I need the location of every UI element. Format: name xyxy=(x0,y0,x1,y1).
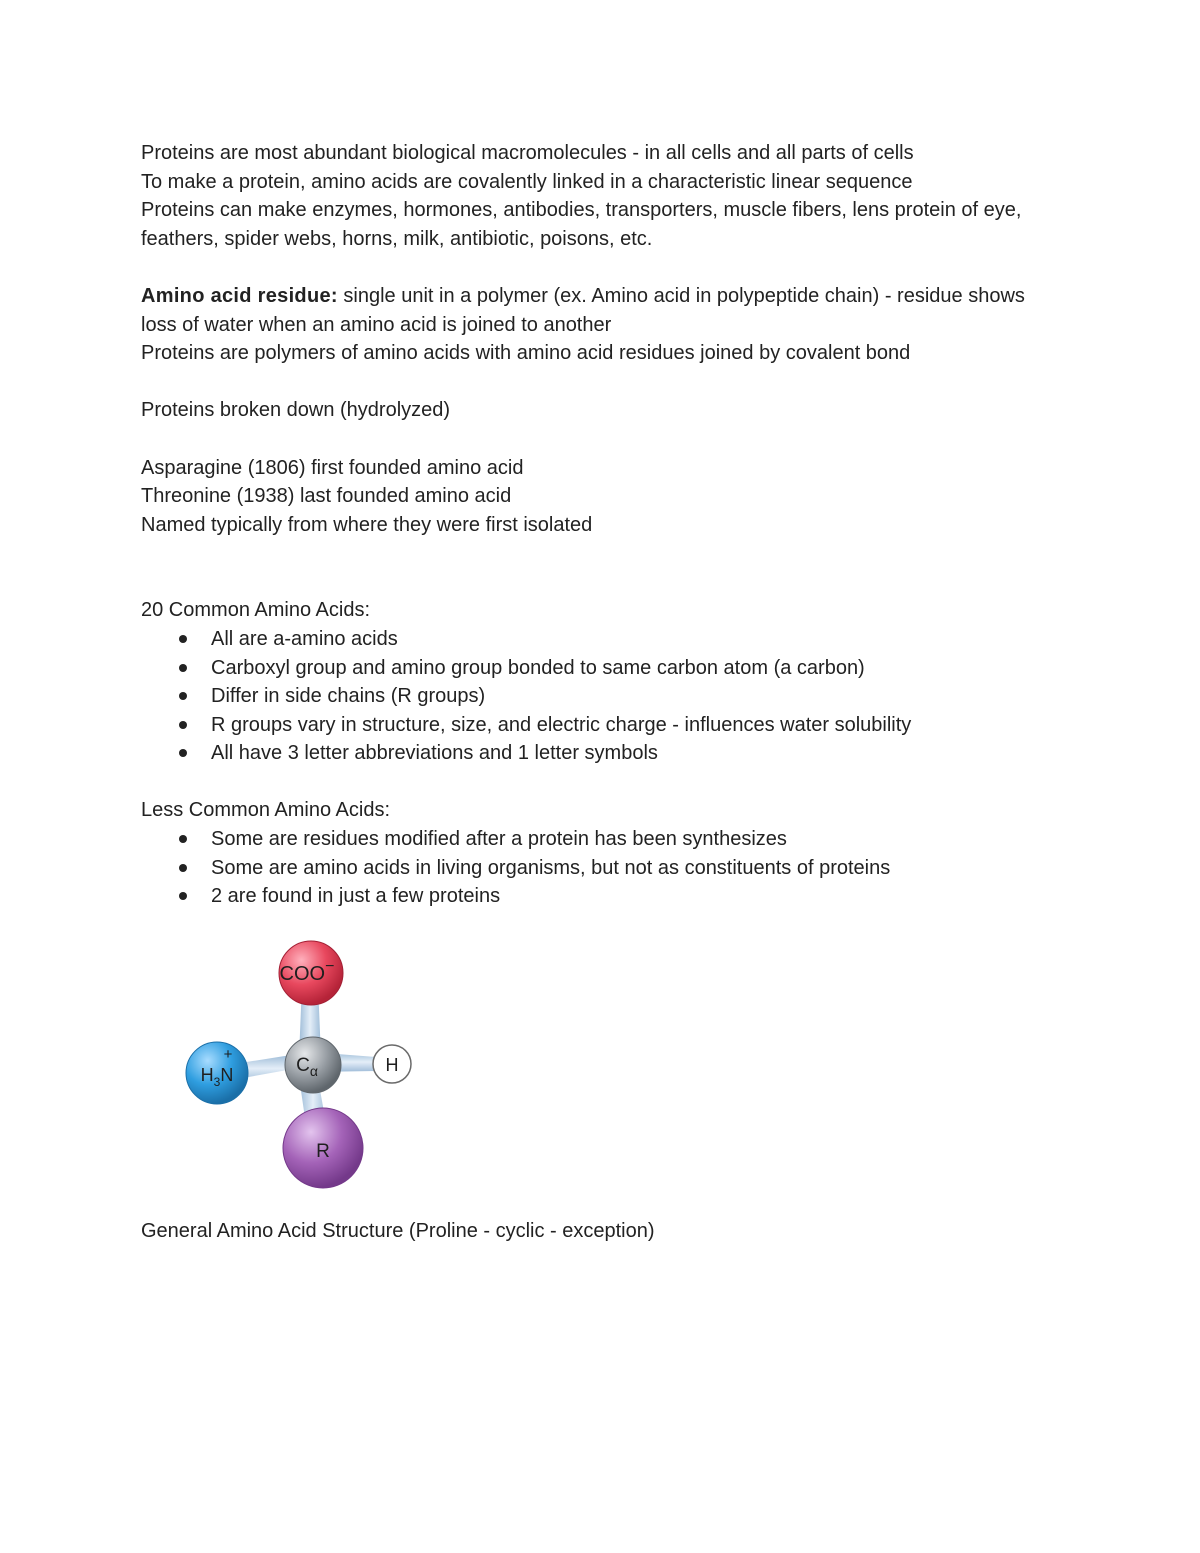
carboxyl-group xyxy=(279,941,343,1005)
svg-text:Cα: $C_\alpha$ xyxy=(296,1054,318,1079)
alpha-carbon xyxy=(285,1037,341,1093)
bullet-icon xyxy=(179,692,187,700)
common-heading: 20 Common Amino Acids: xyxy=(141,599,370,622)
list-item: Differ in side chains (R groups) xyxy=(141,682,1061,711)
bullet-icon xyxy=(179,635,187,643)
intro-line-2: To make a protein, amino acids are covalently linked in a characteristic linear sequence xyxy=(141,170,913,193)
less-common-heading: Less Common Amino Acids: xyxy=(141,799,390,822)
list-item: R groups vary in structure, size, and electric charge - influences water solubility xyxy=(141,711,1061,740)
svg-text:H: H xyxy=(385,1054,399,1075)
figure-caption: General Amino Acid Structure (Proline - cyclic - exception) xyxy=(141,1219,655,1242)
history-line-1: Asparagine (1806) first founded amino acid xyxy=(141,456,524,479)
bullet-icon xyxy=(179,749,187,757)
svg-text:R: R xyxy=(316,1140,330,1162)
svg-text:+: + xyxy=(223,1045,233,1063)
hydrolyzed-line: Proteins broken down (hydrolyzed) xyxy=(141,399,451,422)
history-line-3: Named typically from where they were first isolated xyxy=(141,513,593,536)
bullet-icon xyxy=(179,721,187,729)
amino-group xyxy=(186,1042,248,1104)
residue-term: Amino acid residue: xyxy=(141,284,338,307)
list-item: Carboxyl group and amino group bonded to same carbon atom (a carbon) xyxy=(141,654,1061,683)
hydrogen-atom xyxy=(373,1045,411,1083)
residue-polymers: Proteins are polymers of amino acids with amino acid residues joined by covalent bond xyxy=(141,342,911,365)
amino-acid-diagram xyxy=(161,939,421,1201)
bullet-icon xyxy=(179,892,187,900)
list-item: All have 3 letter abbreviations and 1 letter symbols xyxy=(141,739,1061,768)
intro-line-1: Proteins are most abundant biological macromolecules - in all cells and all parts of cells xyxy=(141,142,914,164)
document-page xyxy=(141,139,1061,1245)
intro-line-3: Proteins can make enzymes, hormones, antibodies, transporters, muscle fibers, lens protein of eye, feathers, spider webs, horns, milk, antibiotic, poisons, etc. xyxy=(141,199,1022,250)
bullet-icon xyxy=(179,835,187,843)
amino-acid-figure xyxy=(161,939,421,1201)
list-item: 2 are found in just a few proteins xyxy=(141,882,1061,911)
bullet-icon xyxy=(179,664,187,672)
residue-definition-text: single unit in a polymer (ex. Amino acid in polypeptide chain) - residue shows loss of water when an amino acid is joined to another xyxy=(141,284,1025,336)
list-item: All are a-amino acids xyxy=(141,625,1061,654)
bullet-icon xyxy=(179,864,187,872)
r-group xyxy=(283,1108,363,1188)
residue-definition xyxy=(141,282,1061,339)
common-list xyxy=(141,625,1061,768)
history-line-2: Threonine (1938) last founded amino acid xyxy=(141,485,512,508)
svg-text:H3N: $H_3N$ xyxy=(200,1064,234,1089)
list-item: Some are residues modified after a protein has been synthesizes xyxy=(141,825,1061,854)
svg-text:COO−: COO− xyxy=(279,957,335,985)
list-item: Some are amino acids in living organisms, but not as constituents of proteins xyxy=(141,854,1061,883)
less-common-list xyxy=(141,825,1061,911)
